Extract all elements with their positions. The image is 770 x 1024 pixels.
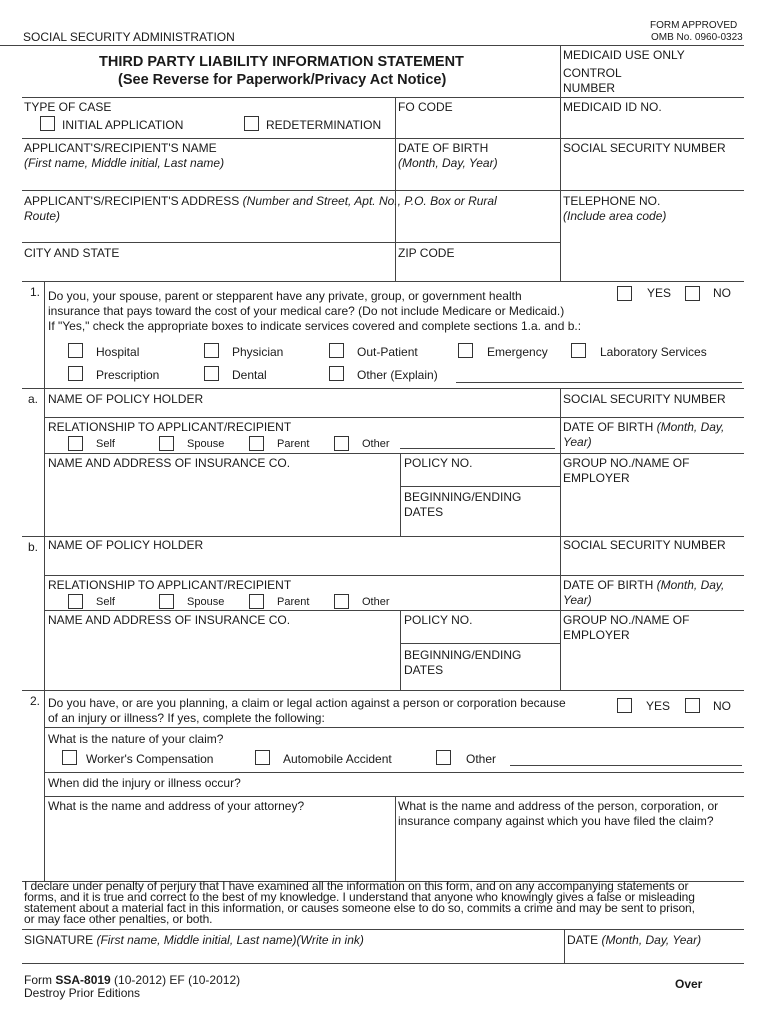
emergency-label: Emergency bbox=[487, 345, 548, 359]
redetermination-checkbox[interactable] bbox=[244, 116, 259, 131]
question-2-line2: of an injury or illness? If yes, complete the following: bbox=[48, 711, 325, 725]
rule bbox=[22, 97, 744, 98]
form-id: SSA-8019 bbox=[55, 973, 111, 987]
section-a-letter: a. bbox=[28, 392, 39, 406]
dental-label: Dental bbox=[232, 368, 267, 382]
rule bbox=[44, 417, 744, 418]
workers-comp-checkbox[interactable] bbox=[62, 750, 77, 765]
rule bbox=[564, 929, 565, 963]
b-dob-label-text: DATE OF BIRTH bbox=[563, 578, 654, 592]
a-spouse-checkbox[interactable] bbox=[159, 436, 174, 451]
rule bbox=[22, 138, 744, 139]
applicant-name-hint: (First name, Middle initial, Last name) bbox=[24, 156, 225, 170]
a-group-label: GROUP NO./NAME OF bbox=[563, 456, 690, 470]
declaration-line2: forms, and it is true and correct to the best of my knowledge. I understand that anyone who knowingly gives a false or misleading bbox=[24, 890, 695, 904]
question-1-line1: Do you, your spouse, parent or stepparent have any private, group, or government health bbox=[48, 289, 522, 303]
hospital-checkbox[interactable] bbox=[68, 343, 83, 358]
rule bbox=[22, 929, 744, 930]
b-group-label-2: EMPLOYER bbox=[563, 628, 630, 642]
form-prefix: Form bbox=[24, 973, 56, 987]
b-policy-no-label: POLICY NO. bbox=[404, 613, 473, 627]
question-1-number: 1. bbox=[30, 285, 41, 299]
a-self-checkbox[interactable] bbox=[68, 436, 83, 451]
b-dob-hint-2: Year) bbox=[563, 593, 592, 607]
rule bbox=[400, 453, 401, 536]
rule bbox=[0, 45, 744, 46]
rule bbox=[22, 963, 744, 964]
rule bbox=[44, 610, 744, 611]
b-parent-label: Parent bbox=[277, 596, 310, 608]
q2-yes-label: YES bbox=[646, 699, 671, 713]
b-dates-label-2: DATES bbox=[404, 663, 444, 677]
b-insurer-label: NAME AND ADDRESS OF INSURANCE CO. bbox=[48, 613, 291, 627]
b-ssn-label: SOCIAL SECURITY NUMBER bbox=[563, 538, 726, 552]
b-self-checkbox[interactable] bbox=[68, 594, 83, 609]
rule bbox=[395, 796, 396, 881]
date-label-text: DATE bbox=[567, 933, 599, 947]
claim-against-label: What is the name and address of the person, corporation, or bbox=[398, 799, 719, 813]
form-approved: FORM APPROVED bbox=[650, 20, 738, 31]
a-dob-label bbox=[563, 420, 724, 434]
telephone-label: TELEPHONE NO. bbox=[563, 194, 661, 208]
address-label-text: APPLICANT'S/RECIPIENT'S ADDRESS bbox=[24, 194, 240, 208]
a-self-label: Self bbox=[96, 438, 115, 450]
q2-yes-checkbox[interactable] bbox=[617, 698, 632, 713]
a-policy-holder-label: NAME OF POLICY HOLDER bbox=[48, 392, 204, 406]
b-dob-label bbox=[563, 578, 724, 592]
initial-application-checkbox[interactable] bbox=[40, 116, 55, 131]
rule bbox=[560, 536, 561, 690]
q2-no-label: NO bbox=[713, 699, 731, 713]
outpatient-label: Out-Patient bbox=[357, 345, 418, 359]
rule bbox=[44, 772, 744, 773]
claim-against-label-2: insurance company against which you have filed the claim? bbox=[398, 814, 714, 828]
zip-code-label: ZIP CODE bbox=[398, 246, 455, 260]
a-parent-label: Parent bbox=[277, 438, 310, 450]
b-self-label: Self bbox=[96, 596, 115, 608]
a-ssn-label: SOCIAL SECURITY NUMBER bbox=[563, 392, 726, 406]
b-other-checkbox[interactable] bbox=[334, 594, 349, 609]
hospital-label: Hospital bbox=[96, 345, 140, 359]
rule bbox=[395, 97, 396, 281]
physician-label: Physician bbox=[232, 345, 284, 359]
rule bbox=[400, 610, 401, 690]
redetermination-label: REDETERMINATION bbox=[266, 118, 382, 132]
rule bbox=[22, 388, 744, 389]
prescription-label: Prescription bbox=[96, 368, 160, 382]
a-dob-hint: (Month, Day, bbox=[656, 420, 725, 434]
claim-other-label: Other bbox=[466, 752, 497, 766]
rule bbox=[44, 575, 744, 576]
a-policy-no-label: POLICY NO. bbox=[404, 456, 473, 470]
q1-yes-checkbox[interactable] bbox=[617, 286, 632, 301]
form-subtitle: (See Reverse for Paperwork/Privacy Act Notice) bbox=[118, 72, 447, 88]
emergency-checkbox[interactable] bbox=[458, 343, 473, 358]
rule bbox=[22, 536, 744, 537]
dental-checkbox[interactable] bbox=[204, 366, 219, 381]
control-number-label: CONTROL bbox=[563, 66, 622, 80]
rule bbox=[22, 281, 744, 282]
q1-no-checkbox[interactable] bbox=[685, 286, 700, 301]
question-1-line2: insurance that pays toward the cost of your medical care? (Do not include Medicare or Medicaid.) bbox=[48, 304, 565, 318]
attorney-label: What is the name and address of your attorney? bbox=[48, 799, 305, 813]
rule bbox=[44, 281, 45, 881]
telephone-hint: (Include area code) bbox=[563, 209, 667, 223]
rule bbox=[400, 486, 560, 487]
signature-hint: (First name, Middle initial, Last name)(Write in ink) bbox=[96, 933, 364, 947]
rule bbox=[400, 643, 560, 644]
question-2-line1: Do you have, or are you planning, a claim or legal action against a person or corporation because bbox=[48, 696, 566, 710]
rule bbox=[560, 388, 561, 536]
a-dob-label-text: DATE OF BIRTH bbox=[563, 420, 654, 434]
question-2-number: 2. bbox=[30, 694, 41, 708]
b-relationship-label: RELATIONSHIP TO APPLICANT/RECIPIENT bbox=[48, 578, 292, 592]
b-other-label: Other bbox=[362, 596, 390, 608]
a-dob-hint-2: Year) bbox=[563, 435, 592, 449]
q1-yes-label: YES bbox=[647, 286, 672, 300]
address-hint-2: Route) bbox=[24, 209, 61, 223]
rule bbox=[44, 796, 744, 797]
other-explain-label: Other (Explain) bbox=[357, 368, 438, 382]
other-explain-checkbox[interactable] bbox=[329, 366, 344, 381]
form-edition: (10-2012) EF (10-2012) bbox=[110, 973, 241, 987]
rule bbox=[44, 727, 744, 728]
ssn-label: SOCIAL SECURITY NUMBER bbox=[563, 141, 726, 155]
a-spouse-label: Spouse bbox=[187, 438, 225, 450]
a-other-field[interactable] bbox=[400, 448, 555, 449]
over-label: Over bbox=[675, 977, 703, 991]
rule bbox=[560, 45, 561, 281]
control-number-label-2: NUMBER bbox=[563, 81, 616, 95]
laboratory-checkbox[interactable] bbox=[571, 343, 586, 358]
date-label bbox=[567, 933, 701, 947]
declaration-line3: statement about a material fact in this information, or causes someone else to do so, commits a crime and may be sent to prison, bbox=[24, 901, 695, 915]
physician-checkbox[interactable] bbox=[204, 343, 219, 358]
q1-no-label: NO bbox=[713, 286, 731, 300]
injury-date-label: When did the injury or illness occur? bbox=[48, 776, 241, 790]
section-b-letter: b. bbox=[28, 540, 39, 554]
date-hint: (Month, Day, Year) bbox=[601, 933, 702, 947]
b-dates-label: BEGINNING/ENDING bbox=[404, 648, 522, 662]
type-of-case-label: TYPE OF CASE bbox=[24, 100, 112, 114]
workers-comp-label: Worker's Compensation bbox=[86, 752, 214, 766]
agency-name: SOCIAL SECURITY ADMINISTRATION bbox=[23, 30, 235, 44]
declaration-line1: I declare under penalty of perjury that I have examined all the information on this form, and on any accompanying statements or bbox=[24, 879, 689, 893]
dob-hint: (Month, Day, Year) bbox=[398, 156, 498, 170]
claim-nature-label: What is the nature of your claim? bbox=[48, 732, 224, 746]
form-number bbox=[24, 973, 240, 987]
laboratory-label: Laboratory Services bbox=[600, 345, 707, 359]
a-insurer-label: NAME AND ADDRESS OF INSURANCE CO. bbox=[48, 456, 291, 470]
b-spouse-checkbox[interactable] bbox=[159, 594, 174, 609]
omb-number: OMB No. 0960-0323 bbox=[651, 32, 743, 43]
rule bbox=[22, 242, 560, 243]
b-parent-checkbox[interactable] bbox=[249, 594, 264, 609]
a-other-label: Other bbox=[362, 438, 390, 450]
rule bbox=[22, 690, 744, 691]
claim-other-checkbox[interactable] bbox=[436, 750, 451, 765]
address-label bbox=[24, 194, 497, 208]
b-spouse-label: Spouse bbox=[187, 596, 225, 608]
a-group-label-2: EMPLOYER bbox=[563, 471, 630, 485]
a-dates-label: BEGINNING/ENDING bbox=[404, 490, 522, 504]
a-other-checkbox[interactable] bbox=[334, 436, 349, 451]
a-parent-checkbox[interactable] bbox=[249, 436, 264, 451]
q2-no-checkbox[interactable] bbox=[685, 698, 700, 713]
claim-other-field[interactable] bbox=[510, 765, 742, 766]
signature-label-text: SIGNATURE bbox=[24, 933, 94, 947]
prescription-checkbox[interactable] bbox=[68, 366, 83, 381]
destroy-prior-editions: Destroy Prior Editions bbox=[24, 986, 141, 1000]
fo-code-label: FO CODE bbox=[398, 100, 453, 114]
b-group-label: GROUP NO./NAME OF bbox=[563, 613, 690, 627]
initial-application-label: INITIAL APPLICATION bbox=[62, 118, 184, 132]
applicant-name-label: APPLICANT'S/RECIPIENT'S NAME bbox=[24, 141, 217, 155]
b-dob-hint: (Month, Day, bbox=[656, 578, 725, 592]
dob-label: DATE OF BIRTH bbox=[398, 141, 489, 155]
medicaid-use-only: MEDICAID USE ONLY bbox=[563, 48, 685, 62]
rule bbox=[22, 190, 744, 191]
outpatient-checkbox[interactable] bbox=[329, 343, 344, 358]
other-explain-field[interactable] bbox=[456, 382, 742, 383]
declaration-line4: or may face other penalties, or both. bbox=[24, 912, 213, 926]
auto-accident-label: Automobile Accident bbox=[283, 752, 392, 766]
form-title: THIRD PARTY LIABILITY INFORMATION STATEMENT bbox=[99, 54, 464, 70]
auto-accident-checkbox[interactable] bbox=[255, 750, 270, 765]
address-hint: (Number and Street, Apt. No., P.O. Box or Rural bbox=[242, 194, 497, 208]
signature-label bbox=[24, 933, 364, 947]
b-policy-holder-label: NAME OF POLICY HOLDER bbox=[48, 538, 204, 552]
rule bbox=[44, 453, 744, 454]
medicaid-id-label: MEDICAID ID NO. bbox=[563, 100, 662, 114]
a-dates-label-2: DATES bbox=[404, 505, 444, 519]
question-1-line3: If "Yes," check the appropriate boxes to indicate services covered and complete sections 1.a. and b.: bbox=[48, 319, 582, 333]
city-state-label: CITY AND STATE bbox=[24, 246, 120, 260]
a-relationship-label: RELATIONSHIP TO APPLICANT/RECIPIENT bbox=[48, 420, 292, 434]
